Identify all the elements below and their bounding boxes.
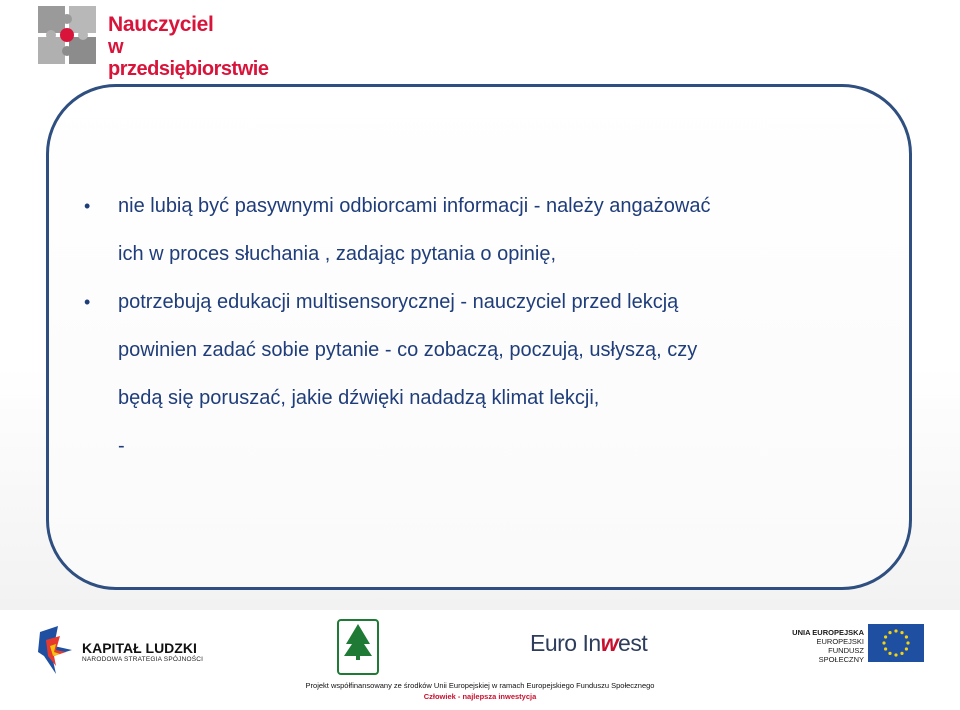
laos-logo <box>336 618 380 676</box>
bullet-icon: • <box>84 196 91 216</box>
bullet-line: nie lubią być pasywnymi odbiorcami informacji - należy angażować <box>118 195 711 217</box>
footer-note <box>0 680 960 702</box>
eu-fund-text <box>786 628 864 664</box>
euro-invest-text-b: est <box>618 630 648 656</box>
kapital-ludzki-logo <box>36 622 216 678</box>
bullet-item <box>84 182 898 278</box>
logo-line-2: w przedsiębiorstwie <box>108 36 269 80</box>
kapital-ludzki-title: KAPITAŁ LUDZKI <box>82 640 197 656</box>
logo-text <box>108 14 286 80</box>
bullet-item <box>84 278 898 422</box>
bullet-line: potrzebują edukacji multisensorycznej - nauczyciel przed lekcją <box>118 291 679 313</box>
kapital-ludzki-text <box>82 640 203 663</box>
eu-line-3: FUNDUSZ SPOŁECZNY <box>818 646 864 664</box>
bullet-line: będą się poruszać, jakie dźwięki nadadzą klimat lekcji, <box>118 387 600 409</box>
bullet-icon: • <box>84 292 91 312</box>
kapital-ludzki-subtitle: NARODOWA STRATEGIA SPÓJNOŚCI <box>82 656 204 663</box>
eu-line-1: UNIA EUROPEJSKA <box>792 628 864 637</box>
eu-line-2: EUROPEJSKI <box>816 637 864 646</box>
header-logo <box>36 4 286 80</box>
logo-line-1: Nauczyciel <box>108 13 214 36</box>
eu-flag-icon <box>868 624 924 662</box>
bullet-list <box>84 182 898 470</box>
bullet-line: ich w proces słuchania , zadając pytania o opinię, <box>118 243 557 265</box>
footer <box>0 610 960 710</box>
bullet-line: powinien zadać sobie pytanie - co zobaczą, poczują, usłyszą, czy <box>118 339 698 361</box>
trailing-dash: - <box>118 435 125 457</box>
kapital-ludzki-star-icon <box>36 622 76 678</box>
euro-invest-text-w: w <box>600 630 619 656</box>
cofinancing-note: Projekt współfinansowany ze środków Unii Europejskiej w ramach Europejskiego Funduszu Społecznego <box>305 681 655 690</box>
euro-invest-logo <box>530 630 647 657</box>
euro-invest-text-a: Euro In <box>530 630 601 656</box>
slogan: Człowiek - najlepsza inwestycja <box>423 692 537 701</box>
puzzle-icon <box>36 4 98 66</box>
